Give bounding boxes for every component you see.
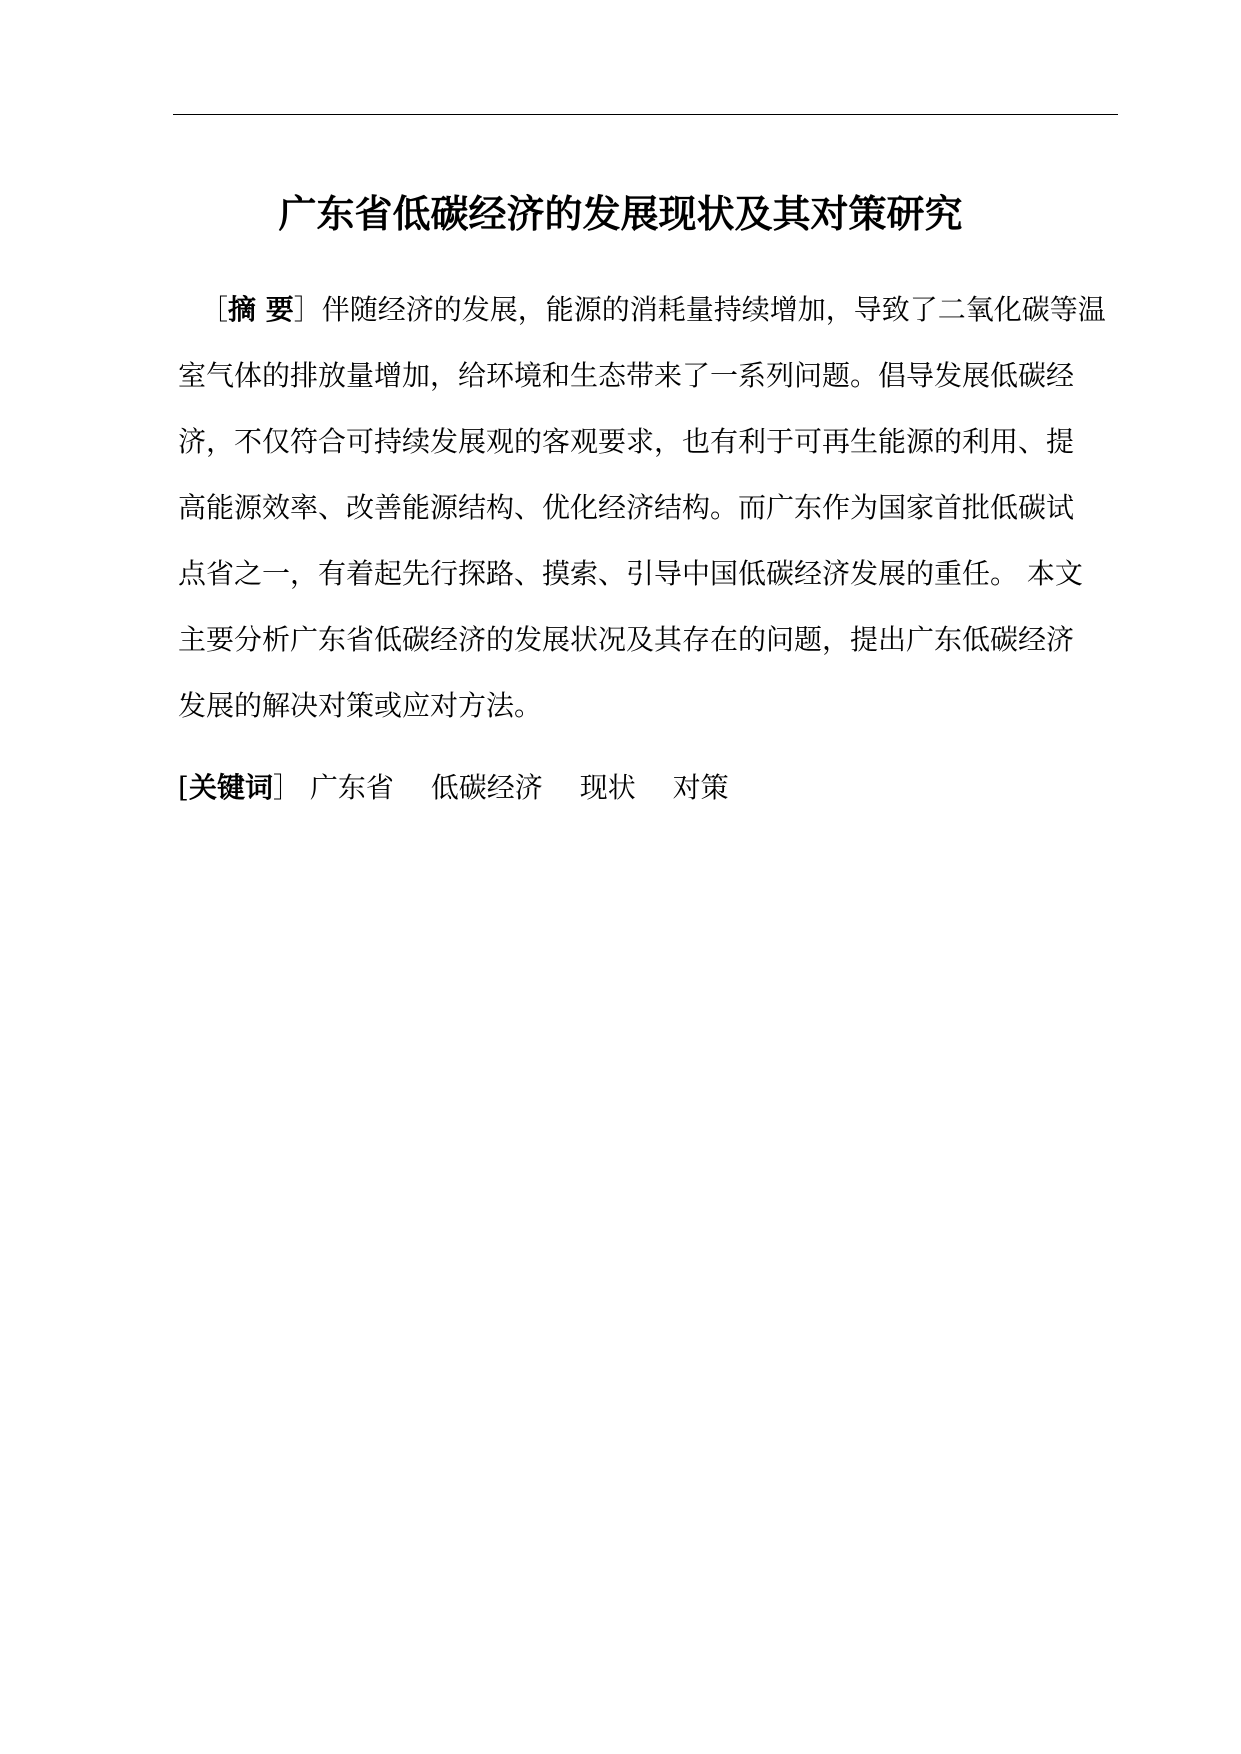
abstract-text: 伴随经济的发展，能源的消耗量持续增加，导致了二氧化碳等温	[321, 293, 1106, 326]
abstract-line-5: 点省之一，有着起先行探路、摸索、引导中国低碳经济发展的重任。 本文	[178, 557, 1083, 590]
abstract-line-4: 高能源效率、改善能源结构、优化经济结构。而广东作为国家首批低碳试	[178, 491, 1075, 524]
keywords	[178, 768, 757, 808]
abstract-line-7: 发展的解决对策或应对方法。	[178, 689, 543, 722]
keywords-label-close: ］	[272, 771, 301, 804]
abstract-label: 摘 要	[228, 293, 294, 326]
abstract-label-open: ［	[200, 293, 229, 326]
abstract-line-6: 主要分析广东省低碳经济的发展状况及其存在的问题，提出广东低碳经济	[178, 623, 1075, 656]
abstract-label-close: ］	[293, 293, 322, 326]
header-rule	[173, 114, 1118, 115]
keywords-label-open: [	[178, 771, 189, 804]
document-title: 广东省低碳经济的发展现状及其对策研究	[278, 191, 963, 236]
abstract-line-1	[200, 290, 1106, 330]
keyword-item: 广东省	[309, 771, 394, 804]
keyword-item: 现状	[579, 771, 636, 804]
keywords-label: 关键词	[188, 771, 273, 804]
keyword-item: 低碳经济	[430, 771, 543, 804]
keyword-item: 对策	[672, 771, 729, 804]
abstract-line-2: 室气体的排放量增加，给环境和生态带来了一系列问题。倡导发展低碳经	[178, 359, 1075, 392]
abstract-line-3: 济，不仅符合可持续发展观的客观要求，也有利于可再生能源的利用、提	[178, 425, 1075, 458]
